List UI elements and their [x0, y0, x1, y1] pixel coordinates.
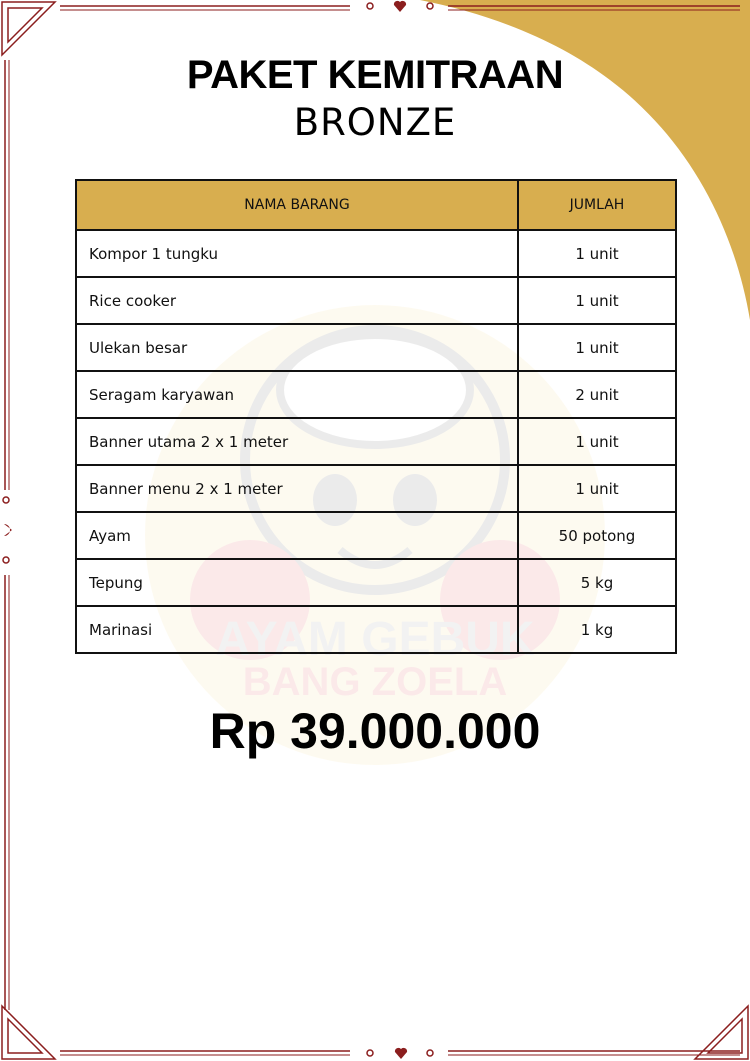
- item-qty: 50 potong: [518, 512, 676, 559]
- watermark-text-2: BANG ZOELA: [242, 660, 508, 704]
- table-row: [76, 559, 676, 606]
- title-block: [0, 52, 750, 148]
- table-row: [76, 371, 676, 418]
- item-name: Seragam karyawan: [76, 371, 518, 418]
- package-price: Rp 39.000.000: [209, 703, 541, 759]
- item-name: Banner menu 2 x 1 meter: [76, 465, 518, 512]
- table-row: [76, 230, 676, 277]
- table-row: [76, 418, 676, 465]
- table-row: [76, 512, 676, 559]
- items-table: [75, 179, 677, 654]
- item-name: Rice cooker: [76, 277, 518, 324]
- heart-icon: [395, 1048, 407, 1059]
- page-title: PAKET KEMITRAAN: [186, 53, 564, 97]
- watermark-text-1: AYAM GEBUK: [215, 613, 535, 666]
- column-header-item: NAMA BARANG: [76, 180, 518, 230]
- item-qty: 1 unit: [518, 418, 676, 465]
- item-qty: 2 unit: [518, 371, 676, 418]
- item-name: Marinasi: [76, 606, 518, 653]
- table-row: [76, 324, 676, 371]
- heart-icon: [4, 524, 12, 536]
- heart-icon: [394, 1, 406, 12]
- item-name: Banner utama 2 x 1 meter: [76, 418, 518, 465]
- table-header-row: [76, 180, 676, 230]
- item-name: Kompor 1 tungku: [76, 230, 518, 277]
- item-qty: 5 kg: [518, 559, 676, 606]
- item-qty: 1 kg: [518, 606, 676, 653]
- corner-ornament-bottom-left: [2, 1006, 55, 1059]
- item-name: Ulekan besar: [76, 324, 518, 371]
- table-row: [76, 465, 676, 512]
- column-header-qty: JUMLAH: [518, 180, 676, 230]
- item-name: Ayam: [76, 512, 518, 559]
- table-row: [76, 277, 676, 324]
- item-name: Tepung: [76, 559, 518, 606]
- item-qty: 1 unit: [518, 277, 676, 324]
- table-row: [76, 606, 676, 653]
- package-tier: BRONZE: [293, 101, 457, 144]
- item-qty: 1 unit: [518, 465, 676, 512]
- corner-ornament-top-left: [2, 2, 55, 55]
- item-qty: 1 unit: [518, 230, 676, 277]
- item-qty: 1 unit: [518, 324, 676, 371]
